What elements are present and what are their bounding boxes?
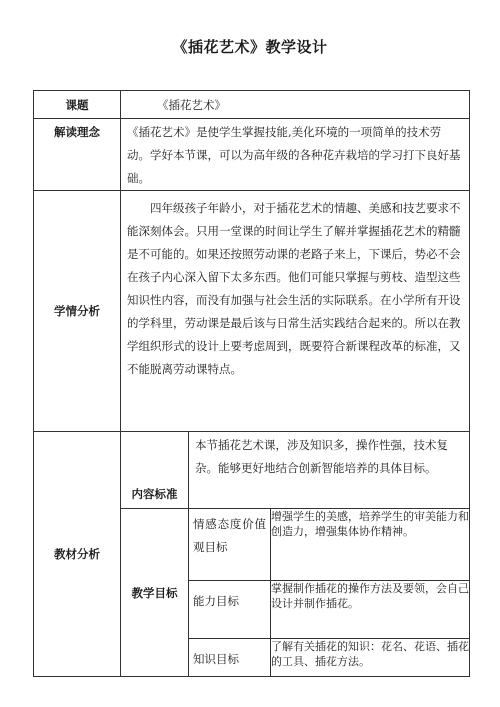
concept-text: 《插花艺术》是使学生掌握技能,美化环境的一项简单的技术劳动。学好本节课，可以为高年级的各种花卉栽培的学习打下良好基础。	[127, 125, 461, 185]
goal-emotion-text: 增强学生的美感，培养学生的审美能力和创造力，增强集体协作精神。	[271, 509, 470, 581]
material-label: 教材分析	[34, 432, 121, 677]
goal-knowledge-text: 了解有关插花的知识：花名、花语、插花的工具、插花方法。	[271, 639, 470, 677]
topic-label: 课题	[34, 91, 121, 119]
goal-ability-text: 掌握制作插花的操作方法及要领，会自己设计并制作插花。	[271, 581, 470, 639]
concept-label: 解读理念	[34, 119, 121, 191]
concept-cell	[121, 119, 470, 191]
topic-value: 《插花艺术》	[121, 91, 470, 119]
goals-label: 教学目标	[121, 509, 189, 677]
lesson-plan-table	[33, 90, 470, 677]
content-standard-text: 本节插花艺术课，涉及知识多，操作性强，技术复杂。能够更好地结合创新智能培养的具体目标。	[195, 438, 448, 475]
goal-emotion-label: 情感态度价值观目标	[189, 509, 271, 581]
page-title: 《插花艺术》教学设计	[172, 38, 328, 56]
row-concept	[34, 119, 470, 191]
analysis-text: 四年级孩子年龄小，对于插花艺术的情趣、美感和技艺要求不能深刻体会。只用一堂课的时间让学生了解并掌握插花艺术的精髓是不可能的。如果还按照劳动课的老路子来上，下课后，势必不会在孩子内心深入留下太多东西。他们可能只掌握与剪枝、造型这些知识性内容，而没有加强与社会生活的实际联系。在小学所有开设的学科里，劳动课是最后该与日常生活实践结合起来的。所以在教学组织形式的设计上要考虑周到，既要符合新课程改革的标准，又不能脱离劳动课特点。	[127, 201, 461, 376]
goal-knowledge-label: 知识目标	[189, 639, 271, 677]
goal-ability-label: 能力目标	[189, 581, 271, 639]
row-analysis	[34, 191, 470, 432]
content-standard-label: 内容标准	[121, 432, 189, 509]
row-content-standard	[34, 432, 470, 509]
row-topic	[34, 91, 470, 119]
content-standard-cell	[189, 432, 470, 509]
analysis-cell	[121, 191, 470, 432]
analysis-label: 学情分析	[34, 191, 121, 432]
